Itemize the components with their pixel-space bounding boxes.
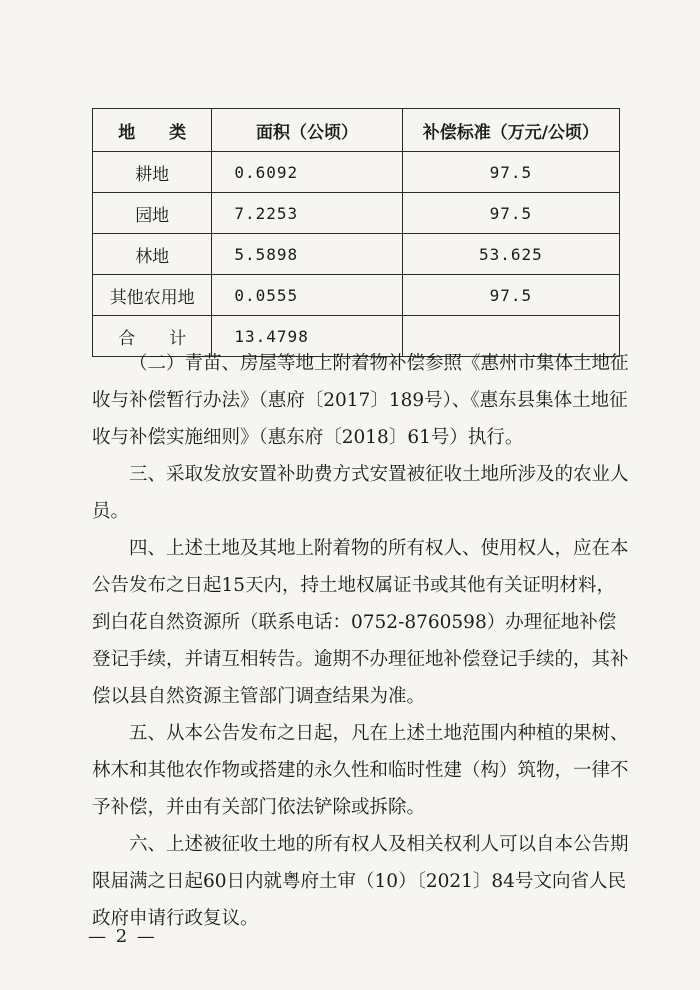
- table-row: [93, 234, 620, 275]
- paragraph-seedlings: （二）青苗、房屋等地上附着物补偿参照《惠州市集体土地征收与补偿暂行办法》（惠府〔2017〕189号）、《惠东县集体土地征收与补偿实施细则》（惠东府〔2018〕61号）执行。: [92, 353, 629, 448]
- cell-standard: 97.5: [402, 152, 619, 193]
- cell-land-type: 园地: [93, 193, 212, 234]
- compensation-table: [92, 108, 620, 357]
- cell-land-type: 耕地: [93, 152, 212, 193]
- header-area: 面积（公顷）: [212, 109, 402, 152]
- cell-standard: 53.625: [402, 234, 619, 275]
- paragraph-no-compensation: 五、从本公告发布之日起，凡在上述土地范围内种植的果树、林木和其他农作物或搭建的永久性和临时性建（构）筑物，一律不予补偿，并由有关部门依法铲除或拆除。: [92, 723, 629, 818]
- table-header-row: [93, 109, 620, 152]
- body-text: [92, 345, 632, 937]
- header-land-type: 地 类: [93, 109, 212, 152]
- header-standard: 补偿标准（万元/公顷）: [402, 109, 619, 152]
- page-number: — 2 —: [88, 926, 157, 947]
- table-row: [93, 193, 620, 234]
- cell-total-area: 13.4798: [212, 316, 402, 357]
- paragraph-resettlement: 三、采取发放安置补助费方式安置被征收土地所涉及的农业人员。: [92, 464, 629, 522]
- table-row: [93, 275, 620, 316]
- cell-area: 5.5898: [212, 234, 402, 275]
- cell-land-type: 其他农用地: [93, 275, 212, 316]
- cell-total-label: 合 计: [93, 316, 212, 357]
- table-row: [93, 152, 620, 193]
- paragraph-review: 六、上述被征收土地的所有权人及相关权利人可以自本公告期限届满之日起60日内就粤府土审（10）〔2021〕84号文向省人民政府申请行政复议。: [92, 834, 629, 929]
- cell-area: 0.0555: [212, 275, 402, 316]
- cell-land-type: 林地: [93, 234, 212, 275]
- cell-standard: 97.5: [402, 275, 619, 316]
- cell-area: 0.6092: [212, 152, 402, 193]
- cell-area: 7.2253: [212, 193, 402, 234]
- cell-standard: 97.5: [402, 193, 619, 234]
- paragraph-registration: 四、上述土地及其地上附着物的所有权人、使用权人，应在本公告发布之日起15天内，持土地权属证书或其他有关证明材料，到白花自然资源所（联系电话：0752-8760598）办理征地补偿登记手续，并请互相转告。逾期不办理征地补偿登记手续的，其补偿以县自然资源主管部门调查结果为准。: [92, 538, 629, 707]
